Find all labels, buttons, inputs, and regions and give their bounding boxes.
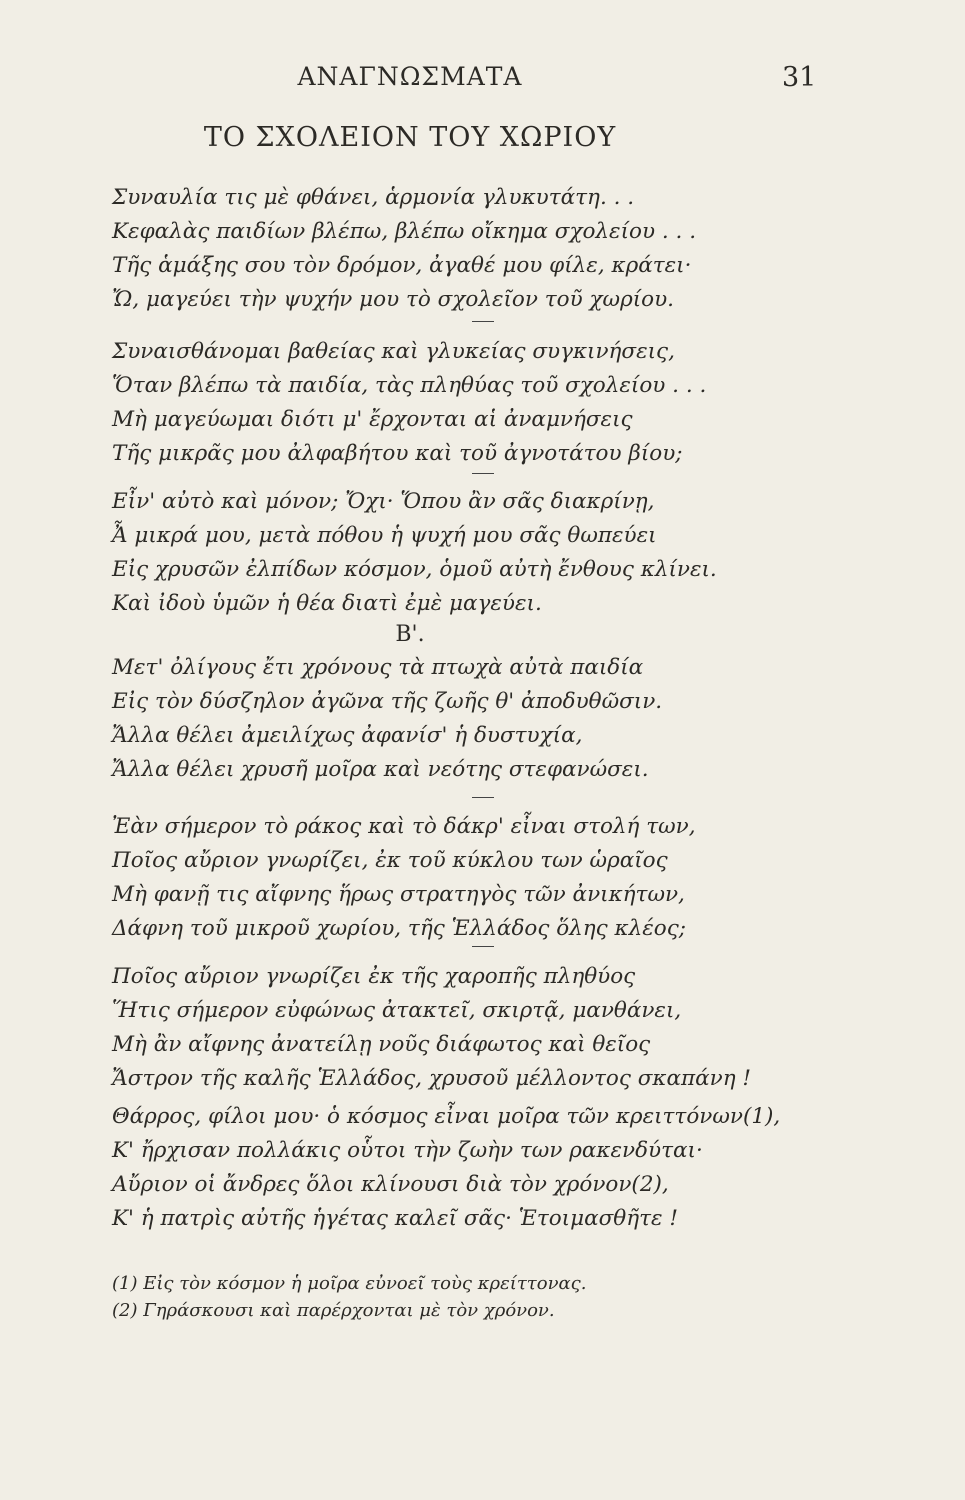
verse-line: Θάρρος, φίλοι μου· ὁ κόσμος εἶναι μοῖρα τῶν κρειττόνων(1), (112, 1104, 781, 1129)
footnotes (112, 1270, 586, 1324)
verse-line: Ποῖος αὔριον γνωρίζει ἐκ τῆς χαροπῆς πληθύος (112, 964, 636, 989)
stanza-6 (112, 960, 751, 1096)
stanza-4 (112, 651, 662, 787)
verse-line: Ἥτις σήμερον εὐφώνως ἀτακτεῖ, σκιρτᾷ, μανθάνει, (112, 998, 682, 1023)
footnote: (1) Εἰς τὸν κόσμον ἡ μοῖρα εὐνοεῖ τοὺς κρείττονας. (112, 1273, 587, 1294)
verse-line: Ἄστρον τῆς καλῆς Ἑλλάδος, χρυσοῦ μέλλοντος σκαπάνη ! (112, 1066, 752, 1091)
verse-line: Ἐὰν σήμερον τὸ ράκος καὶ τὸ δάκρ' εἶναι στολή των, (112, 814, 696, 839)
verse-line: Ὅταν βλέπω τὰ παιδία, τὰς πληθύας τοῦ σχολείου . . . (112, 373, 707, 398)
footnote: (2) Γηράσκουσι καὶ παρέρχονται μὲ τὸν χρόνον. (112, 1300, 555, 1321)
stanza-divider (472, 797, 494, 798)
verse-line: Συναυλία τις μὲ φθάνει, ἁρμονία γλυκυτάτη. . . (112, 185, 635, 210)
verse-line: Ἆ μικρά μου, μετὰ πόθου ἡ ψυχή μου σᾶς θωπεύει (112, 523, 657, 548)
stanza-divider (472, 946, 494, 947)
stanza-divider (472, 321, 494, 322)
verse-line: Κεφαλὰς παιδίων βλέπω, βλέπω οἴκημα σχολείου . . . (112, 219, 697, 244)
verse-line: Εἰς χρυσῶν ἐλπίδων κόσμον, ὁμοῦ αὐτὴ ἔνθους κλίνει. (112, 557, 717, 582)
verse-line: Εἶν' αὐτὸ καὶ μόνον; Ὄχι· Ὅπου ἂν σᾶς διακρίνῃ, (112, 489, 655, 514)
verse-line: Εἰς τὸν δύσζηλον ἀγῶνα τῆς ζωῆς θ' ἀποδυθῶσιν. (112, 689, 663, 714)
verse-line: Ὤ, μαγεύει τὴν ψυχήν μου τὸ σχολεῖον τοῦ χωρίου. (112, 287, 674, 312)
running-title: ΑΝΑΓΝΩΣΜΑΤΑ (297, 62, 523, 91)
verse-line: Καὶ ἰδοὺ ὑμῶν ἡ θέα διατὶ ἐμὲ μαγεύει. (112, 591, 542, 616)
verse-line: Ἄλλα θέλει ἀμειλίχως ἀφανίσ' ἡ δυστυχία, (112, 723, 583, 748)
stanza-1 (112, 181, 696, 317)
stanza-7 (112, 1100, 780, 1236)
verse-line: Κ' ἡ πατρὶς αὐτῆς ἡγέτας καλεῖ σᾶς· Ἑτοιμασθῆτε ! (112, 1206, 679, 1231)
verse-line: Τῆς μικρᾶς μου ἀλφαβήτου καὶ τοῦ ἀγνοτάτου βίου; (112, 441, 683, 466)
stanza-divider (472, 473, 494, 474)
stanza-5 (112, 810, 696, 946)
page-number: 31 (782, 62, 817, 93)
verse-line: Κ' ἤρχισαν πολλάκις οὗτοι τὴν ζωὴν των ρακενδύται· (112, 1138, 703, 1163)
verse-line: Μὴ ἂν αἴφνης ἀνατείλῃ νοῦς διάφωτος καὶ θεῖος (112, 1032, 651, 1057)
verse-line: Δάφνη τοῦ μικροῦ χωρίου, τῆς Ἑλλάδος ὅλης κλέος; (112, 916, 687, 941)
verse-line: Μὴ μαγεύωμαι διότι μ' ἔρχονται αἱ ἀναμνήσεις (112, 407, 633, 432)
section-b-label: Β'. (395, 622, 425, 647)
verse-line: Τῆς ἁμάξης σου τὸν δρόμον, ἀγαθέ μου φίλε, κράτει· (112, 253, 692, 278)
poem-title: ΤΟ ΣΧΟΛΕΙΟΝ ΤΟΥ ΧΩΡΙΟΥ (203, 122, 617, 153)
verse-line: Μετ' ὀλίγους ἔτι χρόνους τὰ πτωχὰ αὐτὰ παιδία (112, 655, 644, 680)
stanza-2 (112, 335, 706, 471)
stanza-3 (112, 485, 717, 621)
verse-line: Ποῖος αὔριον γνωρίζει, ἐκ τοῦ κύκλου των ὡραῖος (112, 848, 668, 873)
verse-line: Συναισθάνομαι βαθείας καὶ γλυκείας συγκινήσεις, (112, 339, 675, 364)
verse-line: Μὴ φανῇ τις αἴφνης ἥρως στρατηγὸς τῶν ἀνικήτων, (112, 882, 685, 907)
verse-line: Ἄλλα θέλει χρυσῆ μοῖρα καὶ νεότης στεφανώσει. (112, 757, 649, 782)
running-head (0, 62, 965, 102)
verse-line: Αὔριον οἱ ἄνδρες ὅλοι κλίνουσι διὰ τὸν χρόνον(2), (112, 1172, 669, 1197)
